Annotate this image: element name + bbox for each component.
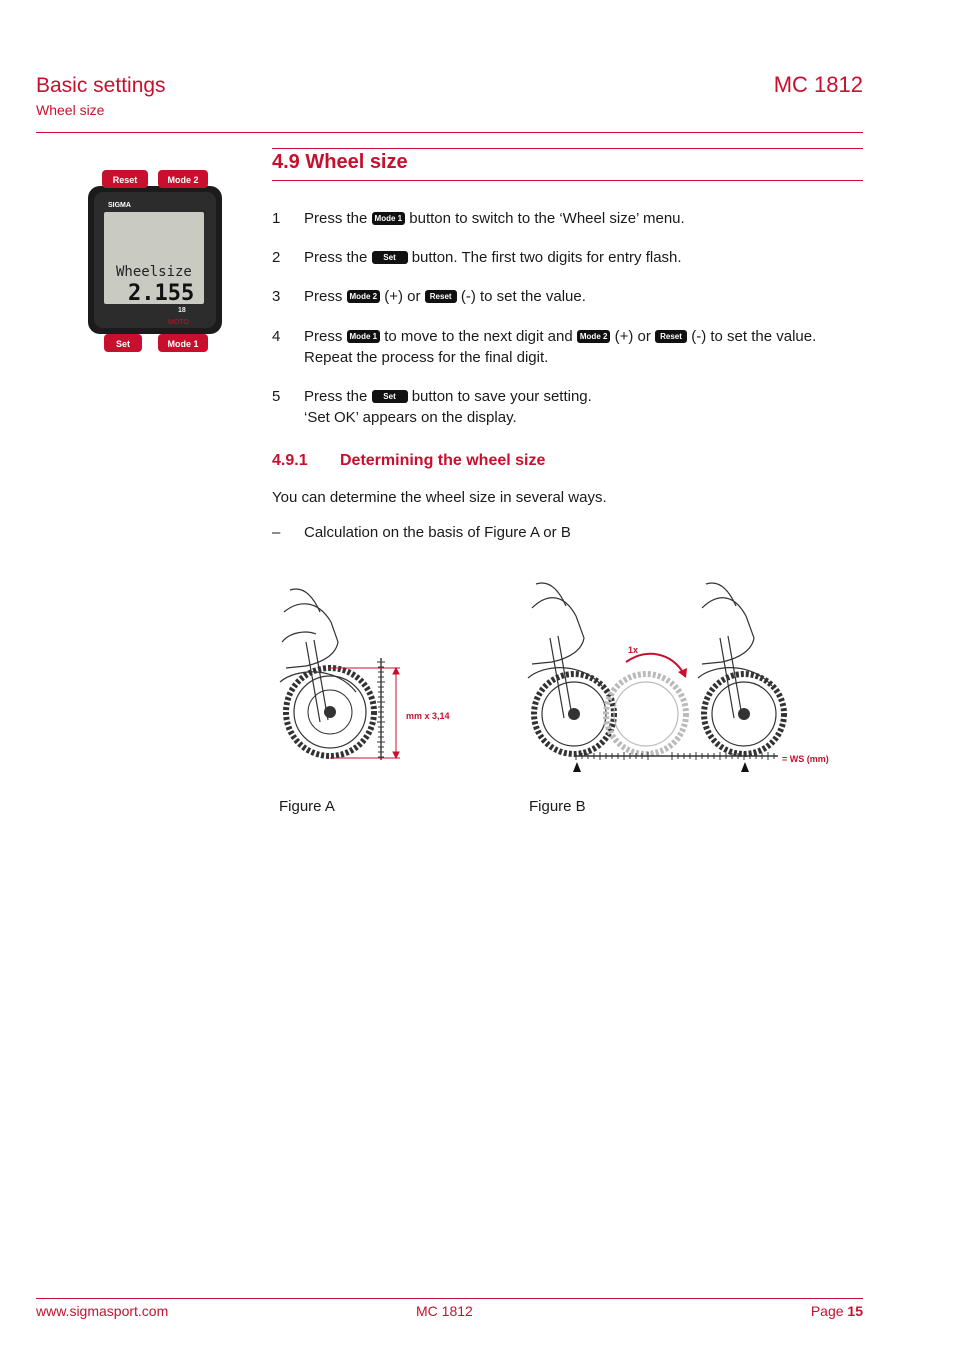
figure-b-label: = WS (mm) bbox=[782, 754, 829, 764]
device-set-label: Set bbox=[115, 339, 131, 349]
rotation-arrow-icon bbox=[626, 654, 684, 674]
tire-rolling-b bbox=[606, 674, 686, 754]
device-moto-mark: MOTO bbox=[168, 319, 189, 326]
intro-text: You can determine the wheel size in several ways. bbox=[272, 489, 607, 506]
step-3: 3 Press Mode 2 (+) or Reset (-) to set the value. bbox=[272, 288, 586, 305]
figure-a-caption: Figure A bbox=[279, 798, 335, 815]
ruler-a bbox=[377, 658, 385, 760]
footer-rule bbox=[36, 1298, 863, 1299]
footer-model: MC 1812 bbox=[416, 1303, 473, 1319]
device-mode1-label: Mode 1 bbox=[167, 339, 199, 349]
motorcycle-front-a bbox=[280, 589, 356, 722]
ruler-b bbox=[574, 752, 778, 760]
device-display-value: 2.155 bbox=[128, 281, 195, 306]
section-rule-bottom bbox=[272, 180, 863, 181]
bullet-item: – Calculation on the basis of Figure A or B bbox=[272, 524, 571, 541]
section-heading: 4.9 Wheel size bbox=[272, 151, 408, 173]
device-brand: SIGMA bbox=[108, 202, 131, 209]
rotation-label: 1x bbox=[628, 645, 639, 655]
figure-b-caption: Figure B bbox=[529, 798, 586, 815]
device-reset-label: Reset bbox=[112, 175, 138, 185]
figure-a-illustration bbox=[276, 582, 476, 772]
device-model-mark: 18 bbox=[178, 307, 186, 314]
set-key-icon: Set bbox=[372, 390, 408, 403]
measure-lines-a bbox=[330, 668, 400, 758]
section-title: Basic settings bbox=[36, 74, 166, 97]
hub-a bbox=[324, 706, 336, 718]
set-key-icon: Set bbox=[372, 251, 408, 264]
device-mode2-label: Mode 2 bbox=[167, 175, 199, 185]
section-rule-top bbox=[272, 148, 863, 149]
device-illustration bbox=[84, 168, 234, 358]
mode2-key-icon: Mode 2 bbox=[577, 330, 611, 343]
step-4: 4 Press Mode 1 to move to the next digit and Mode 2 (+) or Reset (-) to set the value. Repeat the process for the final digit. bbox=[272, 328, 817, 366]
footer-url[interactable]: www.sigmasport.com bbox=[36, 1303, 169, 1319]
start-marker-icon bbox=[573, 762, 581, 772]
header-rule bbox=[36, 132, 863, 133]
step-2: 2 Press the Set button. The first two digits for entry flash. bbox=[272, 249, 682, 266]
subsection-heading: 4.9.1 Determining the wheel size bbox=[272, 452, 546, 469]
device-display-label: Wheelsize bbox=[116, 264, 192, 280]
mode1-key-icon: Mode 1 bbox=[372, 212, 406, 225]
step-1: 1 Press the Mode 1 button to switch to the ‘Wheel size’ menu. bbox=[272, 210, 685, 227]
figure-b-illustration bbox=[526, 578, 856, 778]
reset-key-icon: Reset bbox=[655, 330, 687, 343]
model-name: MC 1812 bbox=[773, 72, 863, 97]
reset-key-icon: Reset bbox=[425, 290, 457, 303]
end-marker-icon bbox=[741, 762, 749, 772]
footer-page: Page 15 bbox=[810, 1303, 863, 1319]
figure-a-label: mm x 3,14 bbox=[406, 711, 450, 721]
mode1-key-icon: Mode 1 bbox=[347, 330, 381, 343]
mode2-key-icon: Mode 2 bbox=[347, 290, 381, 303]
subsection-title: Wheel size bbox=[36, 102, 105, 118]
step-5: 5 Press the Set button to save your setting. ‘Set OK’ appears on the display. bbox=[272, 388, 592, 426]
